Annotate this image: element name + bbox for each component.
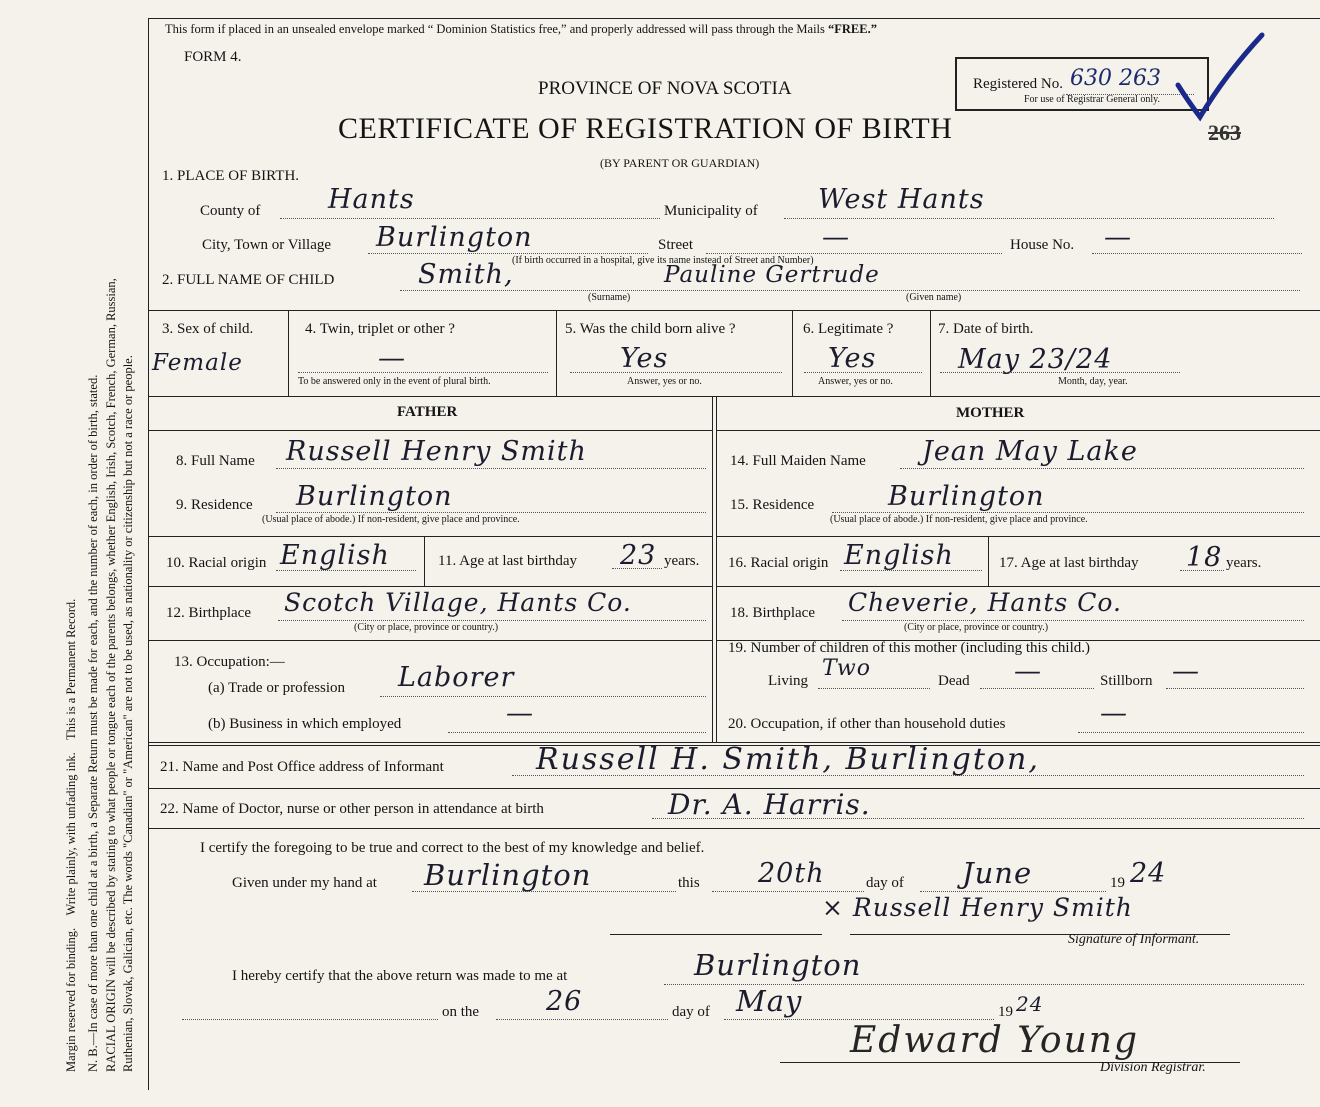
alive-label: 5. Was the child born alive ? — [565, 321, 736, 337]
date-of-birth-note: Month, day, year. — [1058, 376, 1128, 387]
father-residence-label: 9. Residence — [176, 497, 253, 513]
sex-value: Female — [152, 350, 243, 376]
given-under-hand-label: Given under my hand at — [232, 875, 377, 891]
business-value: — — [506, 698, 534, 729]
given-year-value: 24 — [1130, 858, 1167, 889]
given-year-prefix: 19 — [1110, 875, 1125, 891]
surname-note: (Surname) — [588, 292, 631, 303]
registrar-place-value: Burlington — [694, 948, 862, 982]
father-racial-origin-label: 10. Racial origin — [166, 555, 267, 571]
division-registrar-label: Division Registrar. — [1100, 1060, 1206, 1075]
registration-year-prefix: 19 — [998, 1004, 1013, 1020]
father-age-value: 23 — [620, 540, 657, 571]
street-value: — — [822, 222, 850, 253]
registration-day-of-label: day of — [672, 1004, 710, 1020]
father-age-label: 11. Age at last birthday — [438, 553, 577, 569]
margin-instructions-line-3: RACIAL ORIGIN will be described by stating to what people or tongue each of the parents belongs, whether English, Irish, Scotch, French, German, Russian, — [104, 278, 118, 1072]
mother-years-label: years. — [1226, 555, 1262, 571]
informant-value: Russell H. Smith, Burlington, — [536, 742, 1040, 777]
mother-occupation-label: 20. Occupation, if other than household duties — [728, 716, 1006, 732]
mother-residence-value: Burlington — [888, 481, 1045, 512]
mother-age-value: 18 — [1186, 542, 1223, 573]
county-value: Hants — [328, 184, 415, 215]
province-heading: PROVINCE OF NOVA SCOTIA — [538, 78, 792, 99]
legitimate-note: Answer, yes or no. — [818, 376, 893, 387]
informant-signature: × Russell Henry Smith — [822, 893, 1133, 922]
dead-value: — — [1014, 656, 1042, 687]
hospital-note: (If birth occurred in a hospital, give its name instead of Street and Number) — [512, 255, 814, 266]
city-label: City, Town or Village — [202, 237, 332, 253]
street-label: Street — [658, 237, 693, 253]
registered-number-label: Registered No. — [973, 76, 1063, 92]
given-place-value: Burlington — [424, 858, 592, 892]
page-title: CERTIFICATE OF REGISTRATION OF BIRTH — [338, 112, 953, 145]
doctor-label: 22. Name of Doctor, nurse or other person in attendance at birth — [160, 801, 544, 817]
alive-note: Answer, yes or no. — [627, 376, 702, 387]
father-birthplace-label: 12. Birthplace — [166, 605, 251, 621]
on-the-label: on the — [442, 1004, 480, 1020]
date-of-birth-label: 7. Date of birth. — [938, 321, 1034, 337]
municipality-value: West Hants — [818, 184, 985, 215]
trade-label: (a) Trade or profession — [208, 680, 346, 696]
mother-heading: MOTHER — [956, 405, 1025, 421]
house-number-value: — — [1104, 222, 1132, 253]
mother-racial-origin-value: English — [844, 540, 954, 571]
informant-label: 21. Name and Post Office address of Informant — [160, 759, 444, 775]
twin-value: — — [378, 343, 406, 374]
sex-label: 3. Sex of child. — [162, 321, 254, 337]
page-subtitle: (BY PARENT OR GUARDIAN) — [600, 156, 760, 170]
city-value: Burlington — [376, 222, 533, 253]
registered-number-value: 630 263 — [1070, 66, 1161, 91]
registrar-certify-label: I hereby certify that the above return was made to me at — [232, 968, 568, 984]
father-heading: FATHER — [397, 404, 458, 420]
alive-value: Yes — [620, 343, 669, 374]
municipality-label: Municipality of — [664, 203, 758, 219]
stillborn-label: Stillborn — [1100, 673, 1153, 689]
place-of-birth-heading: 1. PLACE OF BIRTH. — [162, 168, 300, 184]
house-number-label: House No. — [1010, 237, 1075, 253]
mother-residence-label: 15. Residence — [730, 497, 815, 513]
registrar-use-note: For use of Registrar General only. — [1024, 94, 1160, 105]
father-birthplace-note: (City or place, province or country.) — [354, 622, 499, 633]
date-of-birth-value: May 23/24 — [958, 344, 1113, 375]
mother-birthplace-value: Cheverie, Hants Co. — [848, 588, 1122, 617]
margin-instructions-line-1: Margin reserved for binding. Write plainly, with unfading ink. This is a Permanent Record. — [64, 598, 78, 1072]
county-label: County of — [200, 203, 261, 219]
mother-birthplace-note: (City or place, province or country.) — [904, 622, 1049, 633]
given-month-value: June — [962, 856, 1033, 890]
child-given-name-value: Pauline Gertrude — [664, 262, 880, 288]
legitimate-label: 6. Legitimate ? — [803, 321, 894, 337]
child-name-label: 2. FULL NAME OF CHILD — [162, 272, 335, 288]
form-number: FORM 4. — [184, 49, 242, 65]
father-name-value: Russell Henry Smith — [286, 436, 587, 467]
mother-name-value: Jean May Lake — [922, 436, 1138, 467]
father-years-label: years. — [664, 553, 700, 569]
struck-number: 263 — [1208, 120, 1241, 145]
business-label: (b) Business in which employed — [208, 716, 402, 732]
living-value: Two — [822, 656, 871, 681]
registration-year-value: 24 — [1016, 992, 1044, 1016]
day-of-label: day of — [866, 875, 904, 891]
margin-instructions-line-2: N. B.—In case of more than one child at a birth, a Separate Return must be made for each, and the number of each, in order of birth, stated. — [86, 374, 100, 1072]
father-residence-value: Burlington — [296, 481, 453, 512]
occupation-label: 13. Occupation:— — [174, 654, 285, 670]
margin-instructions-line-4: Ruthenian, Slovak, Galician, etc. The words "Canadian" or "American" are not to be used, as nationality or citizenship but not a race or people. — [121, 355, 135, 1072]
children-count-label: 19. Number of children of this mother (including this child.) — [728, 640, 1091, 656]
certify-statement: I certify the foregoing to be true and correct to the best of my knowledge and belief. — [200, 840, 705, 856]
informant-signature-label: Signature of Informant. — [1068, 932, 1200, 947]
mother-racial-origin-label: 16. Racial origin — [728, 555, 829, 571]
mother-occupation-value: — — [1100, 698, 1128, 729]
stillborn-value: — — [1172, 656, 1200, 687]
trade-value: Laborer — [398, 662, 515, 693]
check-mark-icon — [1170, 25, 1270, 125]
mail-notice: This form if placed in an unsealed envelope marked “ Dominion Statistics free,” and properly addressed will pass through the Mails “FREE.” — [165, 22, 877, 36]
registration-month-value: May — [736, 984, 803, 1018]
child-surname-value: Smith, — [418, 259, 514, 290]
given-name-note: (Given name) — [906, 292, 962, 303]
mother-residence-note: (Usual place of abode.) If non-resident, give place and province. — [830, 514, 1088, 525]
twin-note: To be answered only in the event of plural birth. — [298, 376, 491, 387]
mother-birthplace-label: 18. Birthplace — [730, 605, 815, 621]
twin-label: 4. Twin, triplet or other ? — [305, 321, 455, 337]
registration-day-value: 26 — [546, 986, 583, 1017]
father-racial-origin-value: English — [280, 540, 390, 571]
given-day-value: 20th — [758, 858, 825, 889]
mother-age-label: 17. Age at last birthday — [999, 555, 1139, 571]
dead-label: Dead — [938, 673, 970, 689]
father-residence-note: (Usual place of abode.) If non-resident, give place and province. — [262, 514, 520, 525]
this-label: this — [678, 875, 700, 891]
registrar-signature: Edward Young — [850, 1020, 1140, 1061]
father-birthplace-value: Scotch Village, Hants Co. — [284, 588, 632, 617]
legitimate-value: Yes — [828, 343, 877, 374]
doctor-value: Dr. A. Harris. — [668, 788, 871, 821]
mother-name-label: 14. Full Maiden Name — [730, 453, 866, 469]
living-label: Living — [768, 673, 808, 689]
father-name-label: 8. Full Name — [176, 453, 255, 469]
